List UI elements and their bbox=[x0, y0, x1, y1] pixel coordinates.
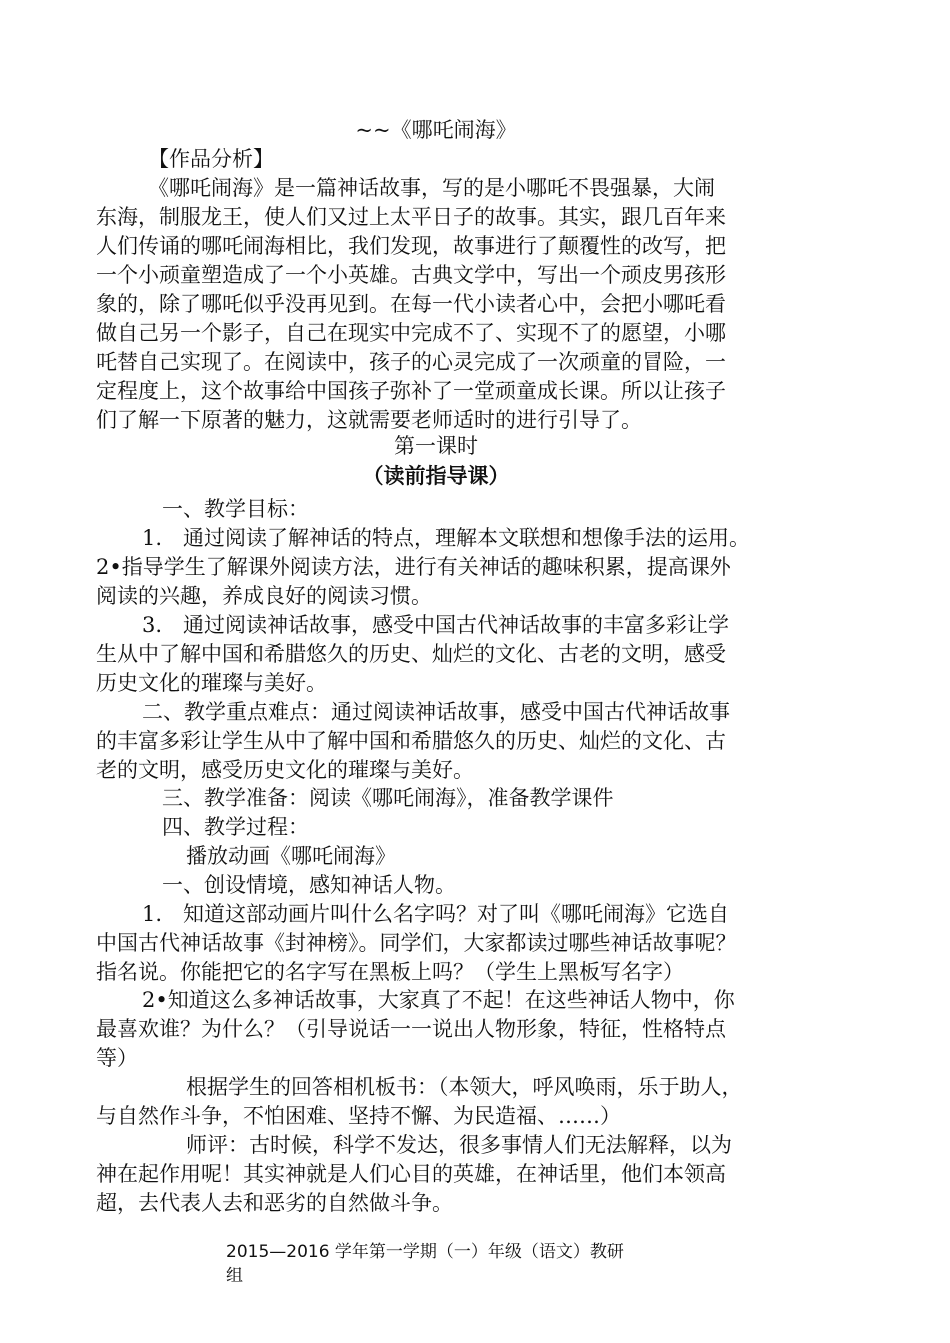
goal-item: 2•指导学生了解课外阅读方法，进行有关神话的趣味积累，提高课外 bbox=[96, 555, 731, 579]
preparation: 三、教学准备：阅读《哪吒闹海》，准备教学课件 bbox=[162, 786, 614, 810]
analysis-line: 做自己另一个影子，自己在现实中完成不了、实现不了的愿望，小哪 bbox=[96, 321, 726, 345]
lesson-subtitle: （读前指导课） bbox=[362, 464, 510, 488]
play-animation: 播放动画《哪吒闹海》 bbox=[186, 844, 396, 868]
analysis-line: 吒替自己实现了。在阅读中，孩子的心灵完成了一次顽童的冒险，一 bbox=[96, 350, 726, 374]
goal-item: 历史文化的璀璨与美好。 bbox=[96, 671, 327, 695]
footer-line: 组 bbox=[226, 1266, 243, 1286]
step1-item: 最喜欢谁？为什么？（引导说话一一说出人物形象，特征，性格特点 bbox=[96, 1017, 726, 1041]
teacher-comment: 超，去代表人去和恶劣的自然做斗争。 bbox=[96, 1191, 453, 1215]
footer-line: 2015—2016 学年第一学期（一）年级（语文）教研 bbox=[226, 1242, 624, 1262]
goal-item: 阅读的兴趣，养成良好的阅读习惯。 bbox=[96, 584, 432, 608]
analysis-line: 一个小顽童塑造成了一个小英雄。古典文学中，写出一个顽皮男孩形 bbox=[96, 263, 726, 287]
step1-heading: 一、创设情境，感知神话人物。 bbox=[162, 873, 456, 897]
lesson-title: 第一课时 bbox=[394, 434, 478, 458]
teacher-comment: 神在起作用呢！其实神就是人们心目的英雄，在神话里，他们本领高 bbox=[96, 1162, 726, 1186]
analysis-line: 人们传诵的哪吒闹海相比，我们发现，故事进行了颠覆性的改写，把 bbox=[96, 234, 726, 258]
analysis-line: 们了解一下原著的魅力，这就需要老师适时的进行引导了。 bbox=[96, 408, 642, 432]
goal-item: 3. 通过阅读神话故事，感受中国古代神话故事的丰富多彩让学 bbox=[142, 613, 730, 637]
step1-item: 中国古代神话故事《封神榜》。同学们，大家都读过哪些神话故事呢？ bbox=[96, 931, 737, 955]
document-title: ~~《哪吒闹海》 bbox=[355, 118, 517, 142]
goals-heading: 一、教学目标： bbox=[162, 497, 309, 521]
teacher-comment: 师评：古时候，科学不发达，很多事情人们无法解释，以为 bbox=[186, 1133, 732, 1157]
step1-item: 指名说。你能把它的名字写在黑板上吗？（学生上黑板写名字） bbox=[96, 960, 684, 984]
board-writing: 根据学生的回答相机板书：（本领大，呼风唤雨，乐于助人， bbox=[186, 1075, 743, 1099]
goal-item: 1. 通过阅读了解神话的特点，理解本文联想和想像手法的运用。 bbox=[142, 526, 751, 550]
analysis-line: 定程度上，这个故事给中国孩子弥补了一堂顽童成长课。所以让孩子 bbox=[96, 379, 726, 403]
step1-item: 1. 知道这部动画片叫什么名字吗？对了叫《哪吒闹海》它选自 bbox=[142, 902, 730, 926]
goal-item: 生从中了解中国和希腊悠久的历史、灿烂的文化、古老的文明，感受 bbox=[96, 642, 726, 666]
step1-item: 2•知道这么多神话故事，大家真了不起！在这些神话人物中，你 bbox=[142, 988, 735, 1012]
analysis-line: 东海，制服龙王，使人们又过上太平日子的故事。其实，跟几百年来 bbox=[96, 205, 726, 229]
board-writing: 与自然作斗争，不怕困难、坚持不懈、为民造福、……） bbox=[96, 1104, 621, 1128]
key-points: 的丰富多彩让学生从中了解中国和希腊悠久的历史、灿烂的文化、古 bbox=[96, 729, 726, 753]
analysis-line: 《哪吒闹海》是一篇神话故事，写的是小哪吒不畏强暴，大闹 bbox=[148, 176, 715, 200]
analysis-heading: 【作品分析】 bbox=[148, 147, 274, 171]
key-points: 老的文明，感受历史文化的璀璨与美好。 bbox=[96, 758, 474, 782]
step1-item: 等） bbox=[96, 1046, 138, 1070]
process-heading: 四、教学过程： bbox=[162, 815, 309, 839]
analysis-line: 象的，除了哪吒似乎没再见到。在每一代小读者心中，会把小哪吒看 bbox=[96, 292, 726, 316]
key-points: 二、教学重点难点：通过阅读神话故事，感受中国古代神话故事 bbox=[142, 700, 730, 724]
